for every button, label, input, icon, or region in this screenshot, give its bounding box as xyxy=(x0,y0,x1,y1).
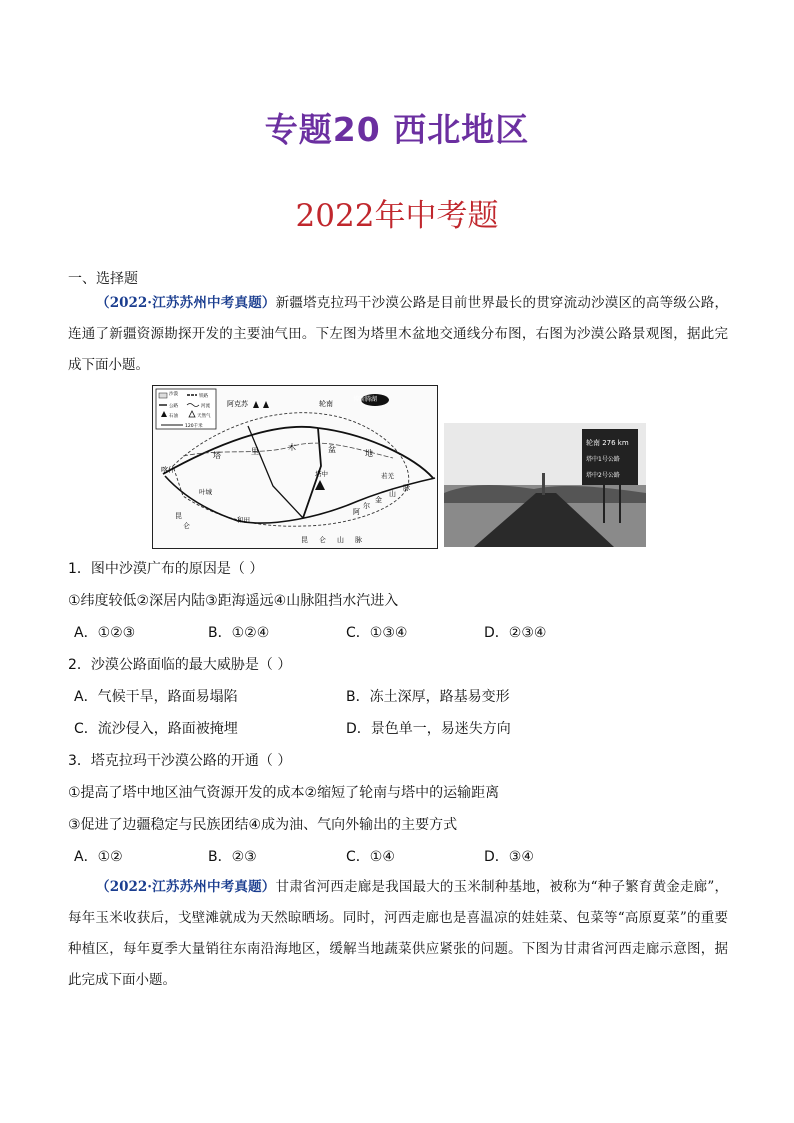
passage-1 xyxy=(68,288,728,381)
place-altun-4: 山 xyxy=(389,490,396,498)
question-3-option-a[interactable]: A．①② xyxy=(74,849,123,865)
place-altun-5: 脉 xyxy=(403,484,410,492)
section-heading: 一、选择题 xyxy=(68,271,138,287)
legend-label-desert: 沙漠 xyxy=(169,392,178,397)
sign-line-2: 塔中1号公路 xyxy=(586,456,620,463)
northern-road xyxy=(163,427,433,478)
legend-desert-swatch xyxy=(159,393,167,398)
southern-road xyxy=(165,476,435,523)
question-2-option-a[interactable]: A．气候干旱，路面易塌陷 xyxy=(74,689,238,705)
place-ta: 塔 xyxy=(213,451,221,460)
place-altun-3: 金 xyxy=(375,496,382,504)
passage-2-text: 甘肃省河西走廊是我国最大的玉米制种基地，被称为“种子繁育黄金走廊”，每年玉米收获后，戈壁滩就成为天然晾晒场。同时，河西走廊也是喜温凉的娃娃菜、包菜等“高原夏菜”的重要种植区，每年夏季大量销往东南沿海地区，缓解当地蔬菜供应紧张的问题。下图为甘肃省河西走廊示意图，据此完成下面小题。 xyxy=(68,879,728,988)
place-altun-1: 阿 xyxy=(353,508,360,516)
aksu-oil-marker xyxy=(253,401,259,408)
question-3-statements-line-2: ③促进了边疆稳定与民族团结④成为油、气向外输出的主要方式 xyxy=(68,817,458,833)
place-mu: 木 xyxy=(288,443,296,452)
place-aksu: 阿克苏 xyxy=(227,400,248,408)
question-1-stem: 1．图中沙漠广布的原因是（ ） xyxy=(68,561,264,577)
passage-2-source: （2022·江苏苏州中考真题） xyxy=(96,879,276,895)
place-di: 地 xyxy=(365,449,373,458)
question-2-option-c[interactable]: C．流沙侵入，路面被掩埋 xyxy=(74,721,238,737)
place-altun-2: 尔 xyxy=(363,502,370,510)
question-1-option-b[interactable]: B．①②④ xyxy=(208,625,270,641)
legend-label-road: 公路 xyxy=(169,404,178,409)
cross-road xyxy=(248,426,303,518)
place-ruoqiang: 若羌 xyxy=(381,472,394,480)
passage-2 xyxy=(68,872,728,996)
question-1-option-d[interactable]: D．②③④ xyxy=(484,625,547,641)
question-2-option-b[interactable]: B．冻土深厚，路基易变形 xyxy=(346,689,510,705)
photo-drawing xyxy=(444,423,646,547)
legend-label-rail: 铁路 xyxy=(199,394,208,399)
question-3-stem: 3．塔克拉玛干沙漠公路的开通（ ） xyxy=(68,753,292,769)
legend-label-scale: 120千米 xyxy=(185,424,203,429)
place-li: 里 xyxy=(251,447,259,456)
map-drawing xyxy=(153,386,437,548)
question-1-statements: ①纬度较低②深居内陆③距海遥远④山脉阻挡水汽进入 xyxy=(68,593,399,609)
place-kunlun-2: 仑 xyxy=(319,536,326,544)
question-3-statements-line-1: ①提高了塔中地区油气资源开发的成本②缩短了轮南与塔中的运输距离 xyxy=(68,785,500,801)
place-tazhong: 塔中 xyxy=(315,470,328,478)
place-kunlun-3: 山 xyxy=(337,536,344,544)
place-kunlun-1: 昆 xyxy=(301,536,308,544)
place-kunlun-4: 脉 xyxy=(355,536,362,544)
place-kunlun-6: 仑 xyxy=(183,522,190,530)
legend-label-river: 河流 xyxy=(201,404,210,409)
place-hetian: 和田 xyxy=(237,516,250,524)
passage-1-text: 新疆塔克拉玛干沙漠公路是目前世界最长的贯穿流动沙漠区的高等级公路，连通了新疆资源勘探开发的主要油气田。下左图为塔里木盆地交通线分布图，右图为沙漠公路景观图，据此完成下面小题。 xyxy=(68,295,729,373)
question-3-option-d[interactable]: D．③④ xyxy=(484,849,534,865)
legend-label-oil: 石油 xyxy=(169,414,178,419)
question-1-option-a[interactable]: A．①②③ xyxy=(74,625,136,641)
place-kashi: 喀什 xyxy=(161,466,175,474)
question-3-option-b[interactable]: B．②③ xyxy=(208,849,257,865)
question-2-option-d[interactable]: D．景色单一，易迷失方向 xyxy=(346,721,511,737)
aksu-oil-marker-2 xyxy=(263,401,269,408)
passage-1-source: （2022·江苏苏州中考真题） xyxy=(96,295,276,311)
page-subtitle: 2022年中考题 xyxy=(295,198,499,234)
sign-line-1: 轮南 276 km xyxy=(586,439,629,447)
place-lunnan: 轮南 xyxy=(319,400,333,408)
place-bosten: 博斯腾湖 xyxy=(353,396,378,403)
page-title: 专题20 西北地区 xyxy=(264,110,530,149)
legend-label-gas: 天然气 xyxy=(197,414,211,419)
pole xyxy=(542,473,545,495)
place-pen: 盆 xyxy=(328,445,336,454)
place-kunlun-5: 昆 xyxy=(175,512,182,520)
desert-highway-photo xyxy=(444,423,646,547)
tarim-map xyxy=(152,385,438,549)
question-3-option-c[interactable]: C．①④ xyxy=(346,849,395,865)
sign-line-3: 塔中2号公路 xyxy=(586,472,620,479)
question-2-stem: 2．沙漠公路面临的最大威胁是（ ） xyxy=(68,657,292,673)
question-1-option-c[interactable]: C．①③④ xyxy=(346,625,408,641)
place-yecheng: 叶城 xyxy=(199,488,212,496)
